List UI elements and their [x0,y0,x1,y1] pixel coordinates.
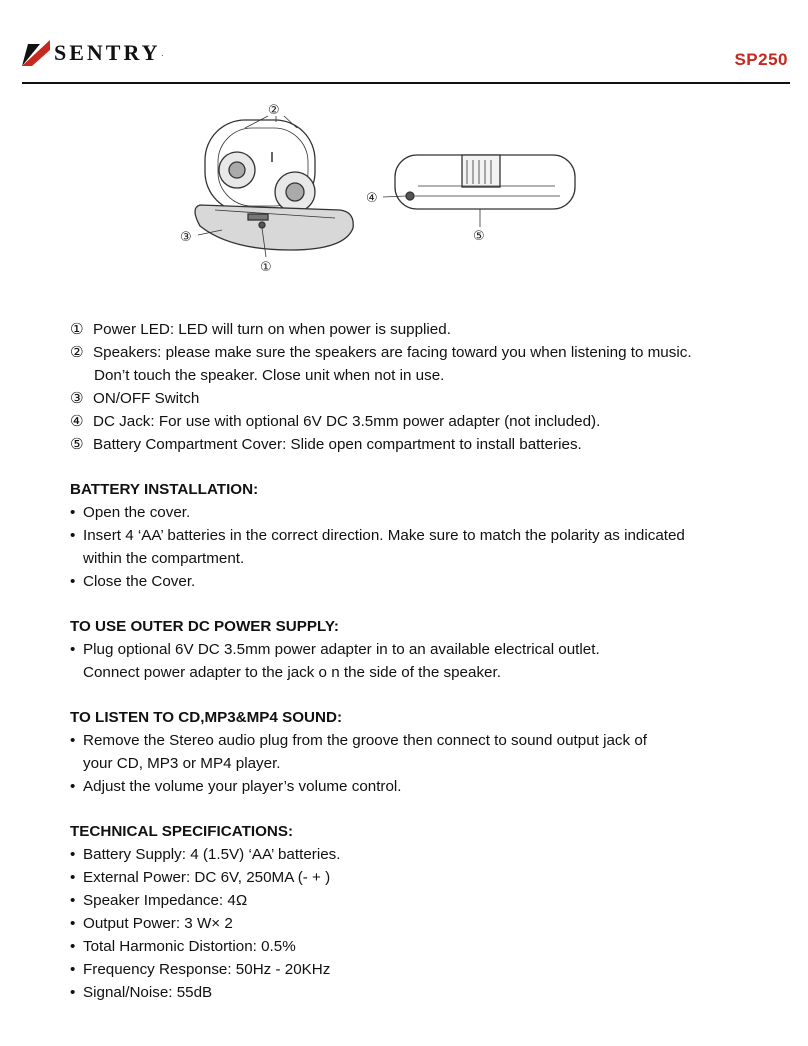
brand-name: SENTRY [54,40,161,65]
model-number: SP250 [734,50,788,69]
part-number: ⑤ [70,436,84,453]
callout-3: ③ [180,230,192,245]
part-text-continued: Don’t touch the speaker. Close unit when not in use. [94,367,445,384]
list-item: • Close the Cover. [70,570,770,593]
section-heading: BATTERY INSTALLATION: [70,481,259,498]
sentry-logo-icon [22,40,50,66]
part-item [70,318,770,341]
battery-section [70,478,770,593]
callout-4: ④ [366,191,378,206]
part-text: Battery Compartment Cover: Slide open compartment to install batteries. [93,436,582,453]
section-heading: TECHNICAL SPECIFICATIONS: [70,823,294,840]
instructions [70,318,770,1004]
part-item [70,433,770,456]
list-item: • Remove the Stereo audio plug from the groove then connect to sound output jack of [70,729,770,752]
list-item: • Adjust the volume your player’s volume control. [70,775,770,798]
part-text: Speakers: please make sure the speakers are facing toward you when listening to music. [93,344,692,361]
section-heading: TO USE OUTER DC POWER SUPPLY: [70,618,339,635]
list-item-continued: Connect power adapter to the jack o n the side of the speaker. [83,664,501,681]
listen-section [70,706,770,798]
list-item: • Plug optional 6V DC 3.5mm power adapter in to an available electrical outlet. [70,638,770,661]
callout-2: ② [268,103,280,118]
list-item-continued: within the compartment. [83,550,245,567]
part-number: ② [70,344,84,361]
specs-section [70,820,770,1004]
callout-1: ① [260,260,272,275]
part-number: ④ [70,413,84,430]
part-text: Power LED: LED will turn on when power is supplied. [93,321,451,338]
spec-item: • Signal/Noise: 55dB [70,981,770,1004]
callout-5: ⑤ [473,229,485,244]
part-item [70,410,770,433]
list-item: • Insert 4 ‘AA’ batteries in the correct direction. Make sure to match the polarity as indicated [70,524,770,547]
list-item: • Open the cover. [70,501,770,524]
section-heading: TO LISTEN TO CD,MP3&MP4 SOUND: [70,709,342,726]
list-item-continued: your CD, MP3 or MP4 player. [83,755,281,772]
product-diagram [170,100,600,285]
part-text: DC Jack: For use with optional 6V DC 3.5mm power adapter (not included). [93,413,601,430]
header-divider [22,82,790,84]
brand-logo [22,40,164,66]
spec-item: • Battery Supply: 4 (1.5V) ‘AA’ batteries. [70,843,770,866]
spec-item: • Total Harmonic Distortion: 0.5% [70,935,770,958]
brand-mark: . [161,48,164,58]
part-number: ③ [70,390,84,407]
part-item [70,387,770,410]
spec-item: • Output Power: 3 W× 2 [70,912,770,935]
part-text: ON/OFF Switch [93,390,200,407]
spec-item: • Frequency Response: 50Hz - 20KHz [70,958,770,981]
part-number: ① [70,321,84,338]
spec-item: • Speaker Impedance: 4Ω [70,889,770,912]
page-header [0,0,808,90]
parts-list [70,318,770,456]
dc-power-section [70,615,770,684]
part-item [70,341,770,364]
speaker-closed-side-drawing [395,155,575,209]
spec-item: • External Power: DC 6V, 250MA (- + ) [70,866,770,889]
